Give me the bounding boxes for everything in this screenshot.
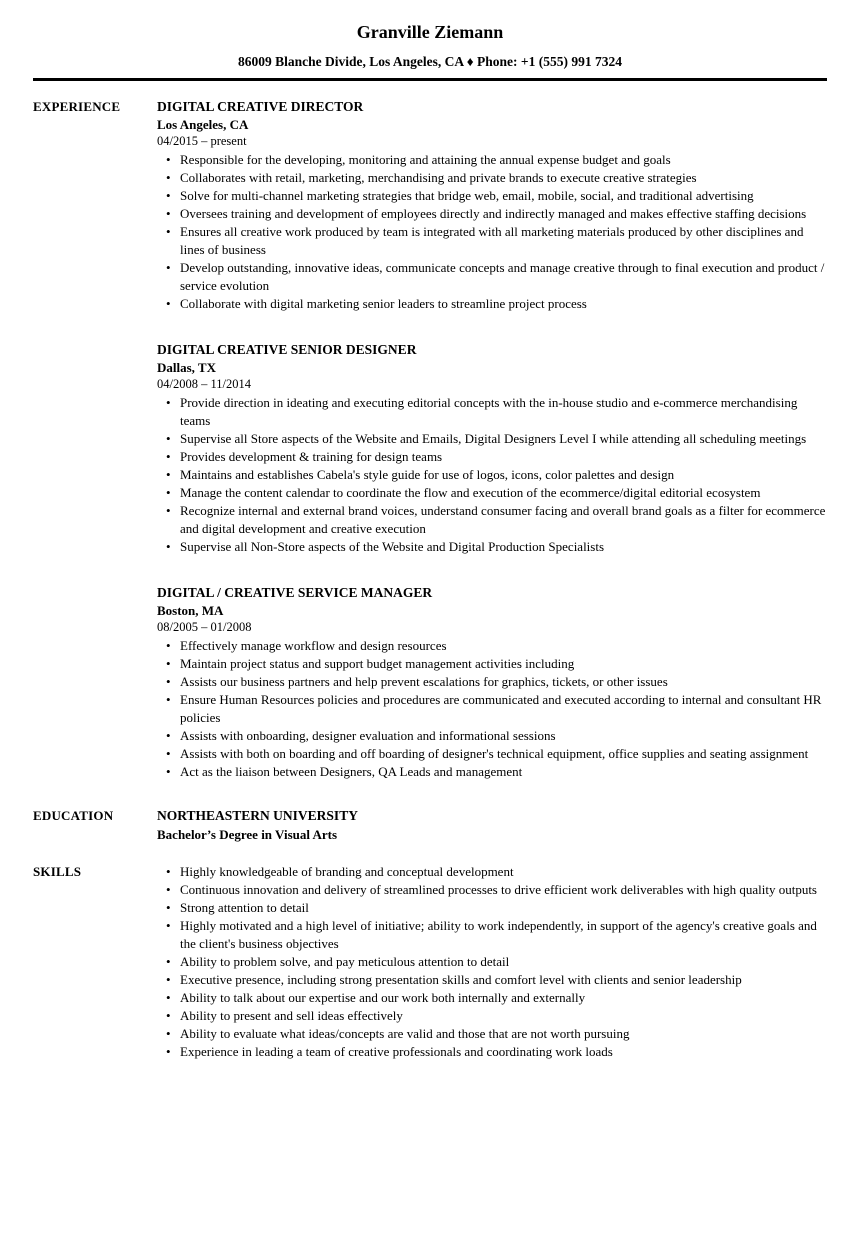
bullet-item: • Ensure Human Resources policies and procedures are communicated and executed according to internal and consultant HR policies bbox=[157, 691, 827, 727]
bullet-item: • Act as the liaison between Designers, QA Leads and management bbox=[157, 763, 827, 781]
bullet-item: • Supervise all Non-Store aspects of the Website and Digital Production Specialists bbox=[157, 538, 827, 556]
bullet-item: • Executive presence, including strong presentation skills and comfort level with clients and senior leadership bbox=[157, 971, 827, 989]
bullet-item: • Assists with both on boarding and off boarding of designer's technical equipment, office supplies and seating assignment bbox=[157, 745, 827, 763]
experience-section bbox=[33, 98, 827, 781]
bullet-item: • Ability to problem solve, and pay meticulous attention to detail bbox=[157, 953, 827, 971]
job-location: Boston, MA bbox=[157, 603, 224, 618]
resume-header bbox=[33, 22, 827, 81]
bullet-item: • Manage the content calendar to coordinate the flow and execution of the ecommerce/digital editorial ecosystem bbox=[157, 484, 827, 502]
bullet-item: • Maintain project status and support budget management activities including bbox=[157, 655, 827, 673]
section-label-experience: EXPERIENCE bbox=[33, 99, 121, 114]
bullet-item: • Provides development & training for design teams bbox=[157, 448, 827, 466]
header-divider bbox=[33, 78, 827, 81]
job-dates: 04/2008 – 11/2014 bbox=[157, 377, 251, 391]
skills-content bbox=[157, 863, 827, 1061]
section-label-skills: SKILLS bbox=[33, 864, 82, 879]
bullet-item: • Continuous innovation and delivery of streamlined processes to drive efficient work deliverables with high quality outputs bbox=[157, 881, 827, 899]
bullet-item: • Collaborates with retail, marketing, merchandising and private brands to execute creative strategies bbox=[157, 169, 827, 187]
bullet-item: • Develop outstanding, innovative ideas, communicate concepts and manage creative through to final execution and product / service evolution bbox=[157, 259, 827, 295]
job-entry-director bbox=[157, 98, 827, 313]
education-section bbox=[33, 807, 827, 843]
bullet-item: • Ensures all creative work produced by team is integrated with all marketing materials produced by other disciplines and lines of business bbox=[157, 223, 827, 259]
job-entry-service-manager bbox=[157, 584, 827, 781]
bullet-item: • Recognize internal and external brand voices, understand consumer facing and overall brand goals as a filter for ecommerce and digital development and creative execution bbox=[157, 502, 827, 538]
education-content bbox=[157, 807, 827, 843]
education-degree: Bachelor’s Degree in Visual Arts bbox=[157, 827, 338, 842]
bullet-item: • Provide direction in ideating and executing editorial concepts with the in-house studio and e-commerce merchandising teams bbox=[157, 394, 827, 430]
bullet-item: • Assists our business partners and help prevent escalations for graphics, tickets, or other issues bbox=[157, 673, 827, 691]
job-bullet-list bbox=[157, 637, 827, 781]
bullet-item: • Highly knowledgeable of branding and conceptual development bbox=[157, 863, 827, 881]
job-dates: 08/2005 – 01/2008 bbox=[157, 620, 252, 634]
job-title: DIGITAL CREATIVE DIRECTOR bbox=[157, 99, 364, 114]
job-bullet-list bbox=[157, 151, 827, 313]
candidate-name: Granville Ziemann bbox=[356, 22, 504, 42]
section-label-education: EDUCATION bbox=[33, 808, 114, 823]
bullet-item: • Maintains and establishes Cabela's style guide for use of logos, icons, color palettes and design bbox=[157, 466, 827, 484]
education-school: NORTHEASTERN UNIVERSITY bbox=[157, 808, 358, 823]
bullet-item: • Ability to present and sell ideas effectively bbox=[157, 1007, 827, 1025]
bullet-item: • Ability to talk about our expertise and our work both internally and externally bbox=[157, 989, 827, 1007]
skills-section bbox=[33, 863, 827, 1061]
bullet-item: • Oversees training and development of employees directly and indirectly managed and makes effective staffing decisions bbox=[157, 205, 827, 223]
bullet-item: • Solve for multi-channel marketing strategies that bridge web, email, mobile, social, and traditional advertising bbox=[157, 187, 827, 205]
bullet-item: • Highly motivated and a high level of initiative; ability to work independently, in support of the agency's creative goals and the client's business objectives bbox=[157, 917, 827, 953]
job-location: Los Angeles, CA bbox=[157, 117, 249, 132]
job-title: DIGITAL / CREATIVE SERVICE MANAGER bbox=[157, 585, 433, 600]
experience-content bbox=[157, 98, 827, 781]
skills-bullet-list bbox=[157, 863, 827, 1061]
bullet-item: • Experience in leading a team of creative professionals and coordinating work loads bbox=[157, 1043, 827, 1061]
bullet-item: • Strong attention to detail bbox=[157, 899, 827, 917]
job-dates: 04/2015 – present bbox=[157, 134, 247, 148]
job-location: Dallas, TX bbox=[157, 360, 216, 375]
bullet-item: • Effectively manage workflow and design resources bbox=[157, 637, 827, 655]
bullet-item: • Responsible for the developing, monitoring and attaining the annual expense budget and goals bbox=[157, 151, 827, 169]
job-title: DIGITAL CREATIVE SENIOR DESIGNER bbox=[157, 342, 417, 357]
bullet-item: • Assists with onboarding, designer evaluation and informational sessions bbox=[157, 727, 827, 745]
job-entry-senior-designer bbox=[157, 341, 827, 556]
contact-line: 86009 Blanche Divide, Los Angeles, CA ♦ Phone: +1 (555) 991 7324 bbox=[238, 54, 622, 69]
bullet-item: • Supervise all Store aspects of the Website and Emails, Digital Designers Level I while attending all scheduling meetings bbox=[157, 430, 827, 448]
bullet-item: • Collaborate with digital marketing senior leaders to streamline project process bbox=[157, 295, 827, 313]
bullet-item: • Ability to evaluate what ideas/concepts are valid and those that are not worth pursuing bbox=[157, 1025, 827, 1043]
job-bullet-list bbox=[157, 394, 827, 556]
